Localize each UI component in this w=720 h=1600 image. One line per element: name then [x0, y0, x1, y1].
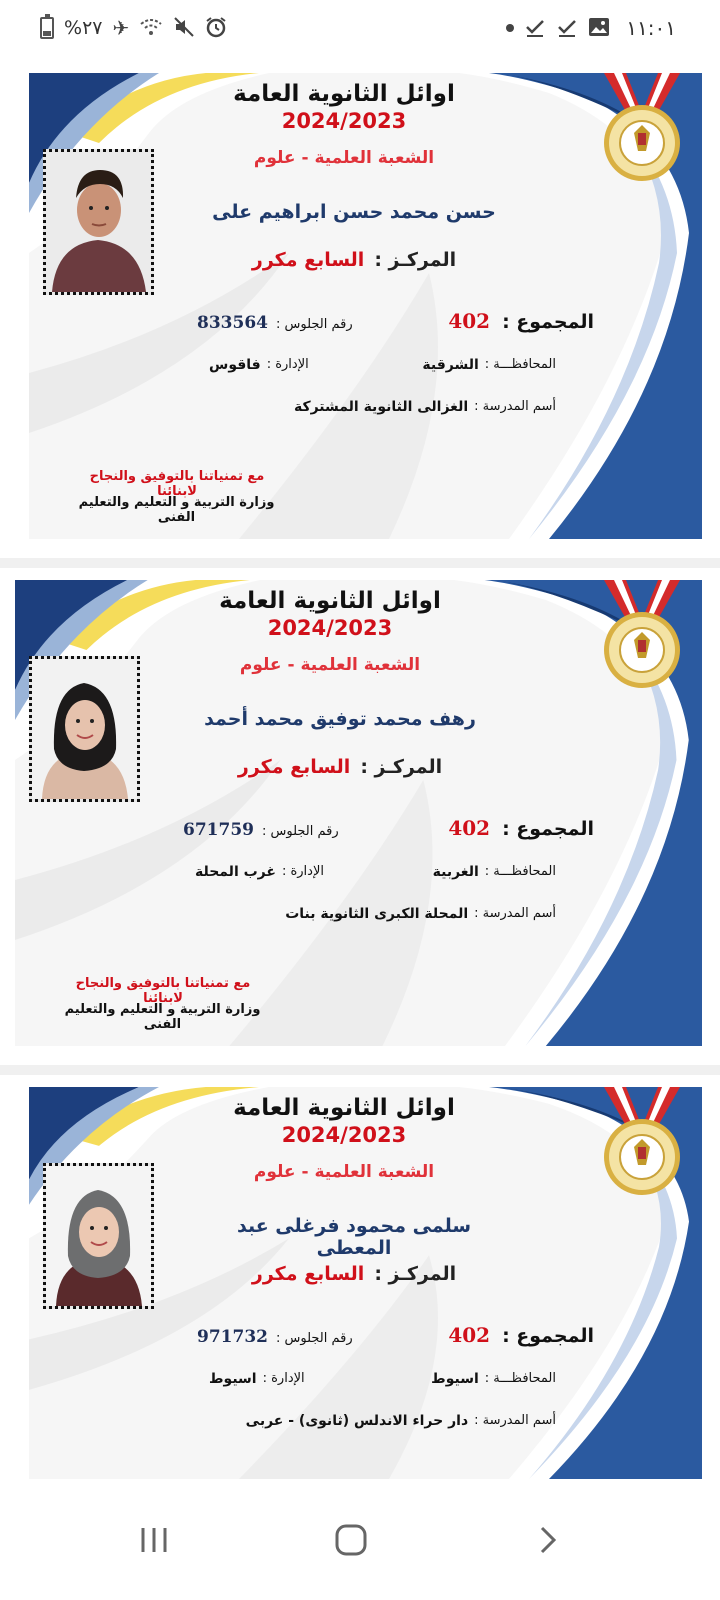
seat-label: رقم الجلوس :: [275, 1331, 353, 1346]
check-icon: [556, 16, 578, 41]
certificate-title: اوائل الثانوية العامة: [233, 1095, 455, 1121]
recent-apps-icon: [139, 1527, 169, 1553]
administration-value: غرب المحلة: [195, 864, 276, 880]
wish-text: مع تمنياتنا بالتوفيق والنجاح لابنائنا: [75, 976, 251, 1006]
total-label: المجموع :: [502, 311, 594, 333]
student-name: رهف محمد توفيق محمد أحمد: [204, 708, 476, 730]
seat-row: [183, 820, 339, 840]
ministry-seal-icon: [586, 1087, 698, 1199]
school-value: الغزالى الثانوية المشتركة: [293, 399, 469, 415]
home-icon: [335, 1524, 367, 1556]
dot-icon: [506, 24, 514, 32]
status-bar: [0, 0, 720, 58]
wish-text: مع تمنياتنا بالتوفيق والنجاح لابنائنا: [89, 469, 265, 499]
total-label: المجموع :: [502, 818, 594, 840]
rank-label: المركـز :: [374, 249, 457, 271]
governorate-label: المحافظـــة :: [484, 1371, 556, 1386]
school-row: [246, 1413, 556, 1429]
navigation-bar: [0, 1480, 720, 1600]
battery-icon: [40, 17, 54, 39]
seat-label: رقم الجلوس :: [261, 824, 339, 839]
governorate-value: اسيوط: [431, 1371, 479, 1387]
home-button[interactable]: [321, 1510, 381, 1570]
certificate-title: اوائل الثانوية العامة: [233, 81, 455, 107]
rank-row: [229, 249, 479, 271]
card-separator: [0, 1065, 720, 1075]
student-photo: [43, 149, 154, 295]
status-bar-left: [40, 14, 227, 42]
school-value: دار حراء الاندلس (ثانوى) - عربى: [245, 1413, 469, 1429]
wifi-icon: [139, 17, 163, 40]
school-row: [294, 399, 556, 415]
governorate-row: [431, 1371, 556, 1387]
administration-label: الإدارة :: [281, 864, 324, 879]
school-row: [285, 906, 556, 922]
administration-value: اسيوط: [209, 1371, 257, 1387]
administration-value: فاقوس: [209, 357, 261, 373]
ministry-seal-icon: [586, 580, 698, 692]
rank-row: [229, 1263, 479, 1285]
certificate-year: 2024/2023: [267, 616, 393, 640]
total-row: [448, 816, 594, 840]
ministry-seal-icon: [586, 73, 698, 185]
school-value: المحلة الكبرى الثانوية بنات: [285, 906, 469, 922]
governorate-value: الشرقية: [422, 357, 479, 373]
rank-label: المركـز :: [374, 1263, 457, 1285]
seat-label: رقم الجلوس :: [275, 317, 353, 332]
recent-apps-button[interactable]: [124, 1510, 184, 1570]
seat-number: 971732: [197, 1327, 268, 1347]
certificate-branch: الشعبة العلمية - علوم: [253, 148, 435, 168]
total-value: 402: [448, 816, 491, 840]
governorate-value: الغربية: [432, 864, 479, 880]
rank-value: السابع مكرر: [237, 756, 351, 778]
administration-row: [195, 864, 324, 880]
school-label: أسم المدرسة :: [474, 399, 556, 414]
certificate-card[interactable]: [15, 580, 702, 1046]
rank-label: المركـز :: [360, 756, 443, 778]
certificate-year: 2024/2023: [281, 1123, 407, 1147]
certificate-card[interactable]: [29, 73, 702, 539]
certificate-title: اوائل الثانوية العامة: [219, 588, 441, 614]
governorate-row: [433, 864, 556, 880]
certificate-branch: الشعبة العلمية - علوم: [239, 655, 421, 675]
governorate-row: [422, 357, 556, 373]
total-label: المجموع :: [502, 1325, 594, 1347]
ministry-text: وزارة التربية و التعليم والتعليم الفنى: [64, 1002, 261, 1032]
total-row: [448, 1323, 594, 1347]
certificate-year: 2024/2023: [281, 109, 407, 133]
seat-row: [197, 313, 353, 333]
mute-icon: [173, 16, 195, 41]
ministry-text: وزارة التربية و التعليم والتعليم الفنى: [78, 495, 275, 525]
school-label: أسم المدرسة :: [474, 1413, 556, 1428]
administration-label: الإدارة :: [262, 1371, 305, 1386]
student-name: حسن محمد حسن ابراهيم على: [212, 201, 496, 223]
rank-row: [215, 756, 465, 778]
seat-number: 671759: [183, 820, 254, 840]
administration-row: [209, 357, 309, 373]
administration-label: الإدارة :: [266, 357, 309, 372]
back-icon: [538, 1525, 558, 1555]
check-icon: [524, 16, 546, 41]
governorate-label: المحافظـــة :: [484, 357, 556, 372]
certificate-branch: الشعبة العلمية - علوم: [253, 1162, 435, 1182]
seat-number: 833564: [197, 313, 268, 333]
school-label: أسم المدرسة :: [474, 906, 556, 921]
rank-value: السابع مكرر: [251, 1263, 365, 1285]
airplane-icon: ✈: [112, 16, 130, 40]
student-name: سلمى محمود فرغلى عبد المعطى: [236, 1215, 472, 1259]
seat-row: [197, 1327, 353, 1347]
status-bar-right: [506, 14, 676, 42]
alarm-icon: [205, 16, 227, 41]
student-photo: [43, 1163, 154, 1309]
governorate-label: المحافظـــة :: [484, 864, 556, 879]
clock: ١١:٠١: [626, 16, 676, 40]
card-separator: [0, 558, 720, 568]
rank-value: السابع مكرر: [251, 249, 365, 271]
back-button[interactable]: [518, 1510, 578, 1570]
battery-percent: %٢٧: [64, 17, 103, 39]
administration-row: [209, 1371, 305, 1387]
total-row: [448, 309, 594, 333]
image-icon: [588, 17, 610, 40]
certificate-card[interactable]: [29, 1087, 702, 1479]
student-photo: [29, 656, 140, 802]
total-value: 402: [448, 1323, 491, 1347]
total-value: 402: [448, 309, 491, 333]
